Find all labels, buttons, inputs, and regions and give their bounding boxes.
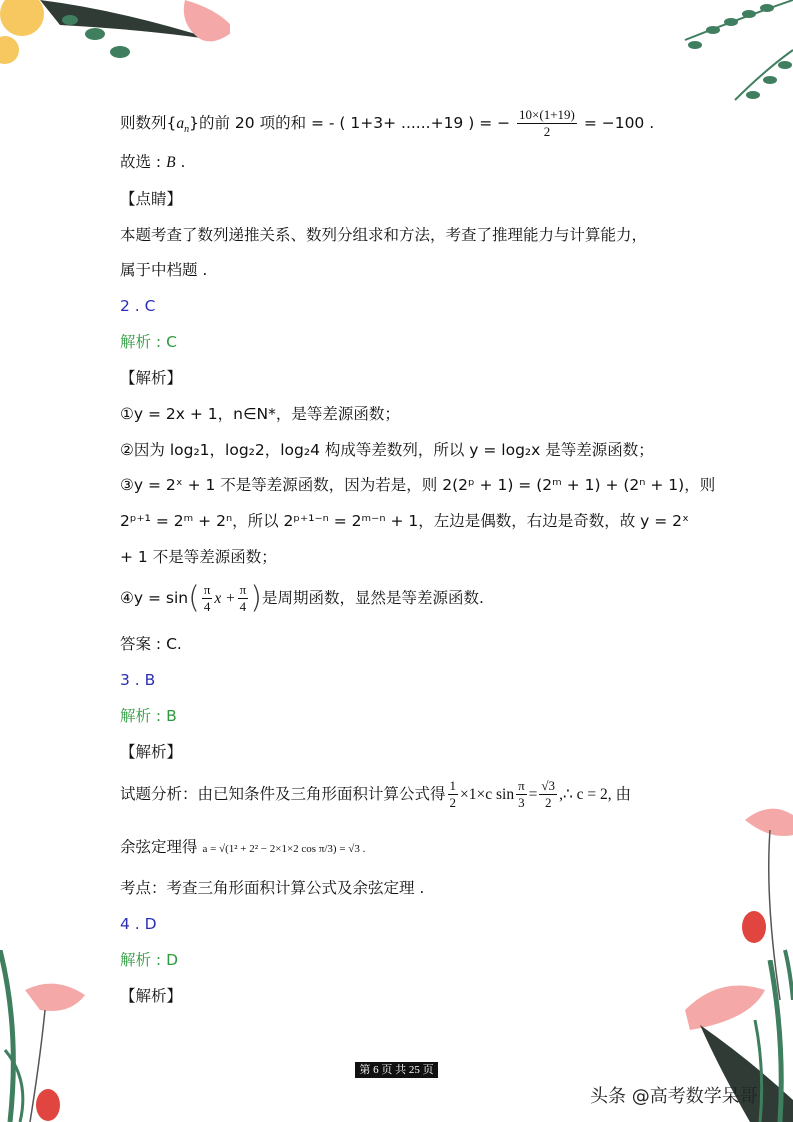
comment-text: 本题考查了数列递推关系、数列分组求和方法，考查了推理能力与计算能力，: [120, 226, 648, 244]
text-segment: = −100 .: [583, 114, 655, 132]
fraction-denominator: 2: [544, 795, 552, 810]
fraction-numerator: 1: [449, 778, 457, 793]
watermark: 头条 @高考数学呆哥: [590, 1086, 758, 1107]
text-segment: =: [528, 786, 538, 803]
page-footer: 第 6 页 共 25 页: [355, 1062, 438, 1078]
choice-answer: B: [166, 154, 176, 171]
text-segment: 故选 :: [120, 153, 162, 171]
text-segment: 余弦定理得: [120, 838, 198, 856]
fraction: [202, 582, 213, 615]
answer-label: 解析 : C: [120, 333, 177, 351]
fraction-denominator: 2: [543, 124, 551, 139]
solution-line: [120, 582, 484, 615]
solution-line: [120, 836, 365, 860]
question-number: 2 . C: [120, 297, 156, 315]
text-segment: .: [180, 153, 186, 171]
fraction: [448, 778, 459, 811]
solution-line: [120, 778, 631, 811]
fraction-numerator: π: [239, 582, 247, 597]
fraction: [238, 582, 249, 615]
final-answer: 答案 : C.: [120, 635, 182, 653]
fraction: [539, 778, 557, 811]
question-number: 3 . B: [120, 671, 156, 689]
fraction-denominator: 4: [203, 599, 211, 614]
cosine-formula: a = √(1² + 2² − 2×1×2 cos π/3) = √3 .: [202, 843, 366, 855]
math-var: a: [176, 115, 185, 132]
section-heading: 【解析】: [120, 987, 183, 1005]
fraction-numerator: 10×(1+19): [519, 107, 575, 122]
fraction-numerator: √3: [541, 778, 556, 793]
section-heading: 【解析】: [120, 743, 183, 761]
text-segment: 则数列{: [120, 114, 177, 132]
solution-line: ②因为 log₂1，log₂2，log₂4 构成等差数列，所以 y = log₂x 是等差源函数；: [120, 441, 654, 459]
solution-line: ①y = 2x + 1，n∈N*，是等差源函数；: [120, 405, 400, 423]
left-paren: (: [188, 580, 200, 616]
answer-label: 解析 : D: [120, 951, 179, 969]
solution-line: + 1 不是等差源函数；: [120, 548, 277, 566]
choice-line: [120, 151, 185, 174]
text-segment: ④y = sin: [120, 589, 189, 607]
fraction-denominator: 2: [449, 795, 457, 810]
text-segment: 试题分析：由已知条件及三角形面积计算公式得: [120, 785, 446, 803]
question-number: 4 . D: [120, 915, 157, 933]
bottom-left-floral-decoration: [0, 950, 100, 1122]
section-heading: 【点睛】: [120, 190, 183, 208]
top-left-floral-decoration: [0, 0, 230, 80]
text-segment: }的前 20 项的和 = - ( 1+3+ ......+19 ) = −: [189, 114, 511, 132]
fraction-denominator: 4: [239, 599, 247, 614]
text-segment: ×1×c sin: [460, 786, 515, 803]
fraction: [517, 107, 577, 140]
top-right-leaf-decoration: [675, 0, 793, 120]
solution-line: ③y = 2ˣ + 1 不是等差源函数，因为若是，则 2(2ᵖ + 1) = (2ᵐ + 1) + (2ⁿ + 1)，则: [120, 476, 716, 494]
right-paren: ): [250, 580, 262, 616]
text-segment: 是周期函数，显然是等差源函数.: [261, 589, 484, 607]
solution-line: 考点：考查三角形面积计算公式及余弦定理 .: [120, 879, 425, 897]
math-subscript: n: [184, 124, 190, 136]
sum-result-line: [120, 107, 654, 141]
fraction-numerator: π: [203, 582, 211, 597]
comment-text: 属于中档题 .: [120, 261, 208, 279]
text-segment: x +: [214, 590, 236, 607]
solution-line: 2ᵖ⁺¹ = 2ᵐ + 2ⁿ，所以 2ᵖ⁺¹⁻ⁿ = 2ᵐ⁻ⁿ + 1，左边是偶数，右边是奇数，故 y = 2ˣ: [120, 512, 689, 530]
fraction-numerator: π: [518, 778, 525, 793]
section-heading: 【解析】: [120, 369, 183, 387]
fraction-denominator: 3: [518, 795, 525, 810]
answer-label: 解析 : B: [120, 707, 177, 725]
fraction: [516, 778, 527, 811]
text-segment: ,∴ c = 2, 由: [559, 786, 632, 803]
